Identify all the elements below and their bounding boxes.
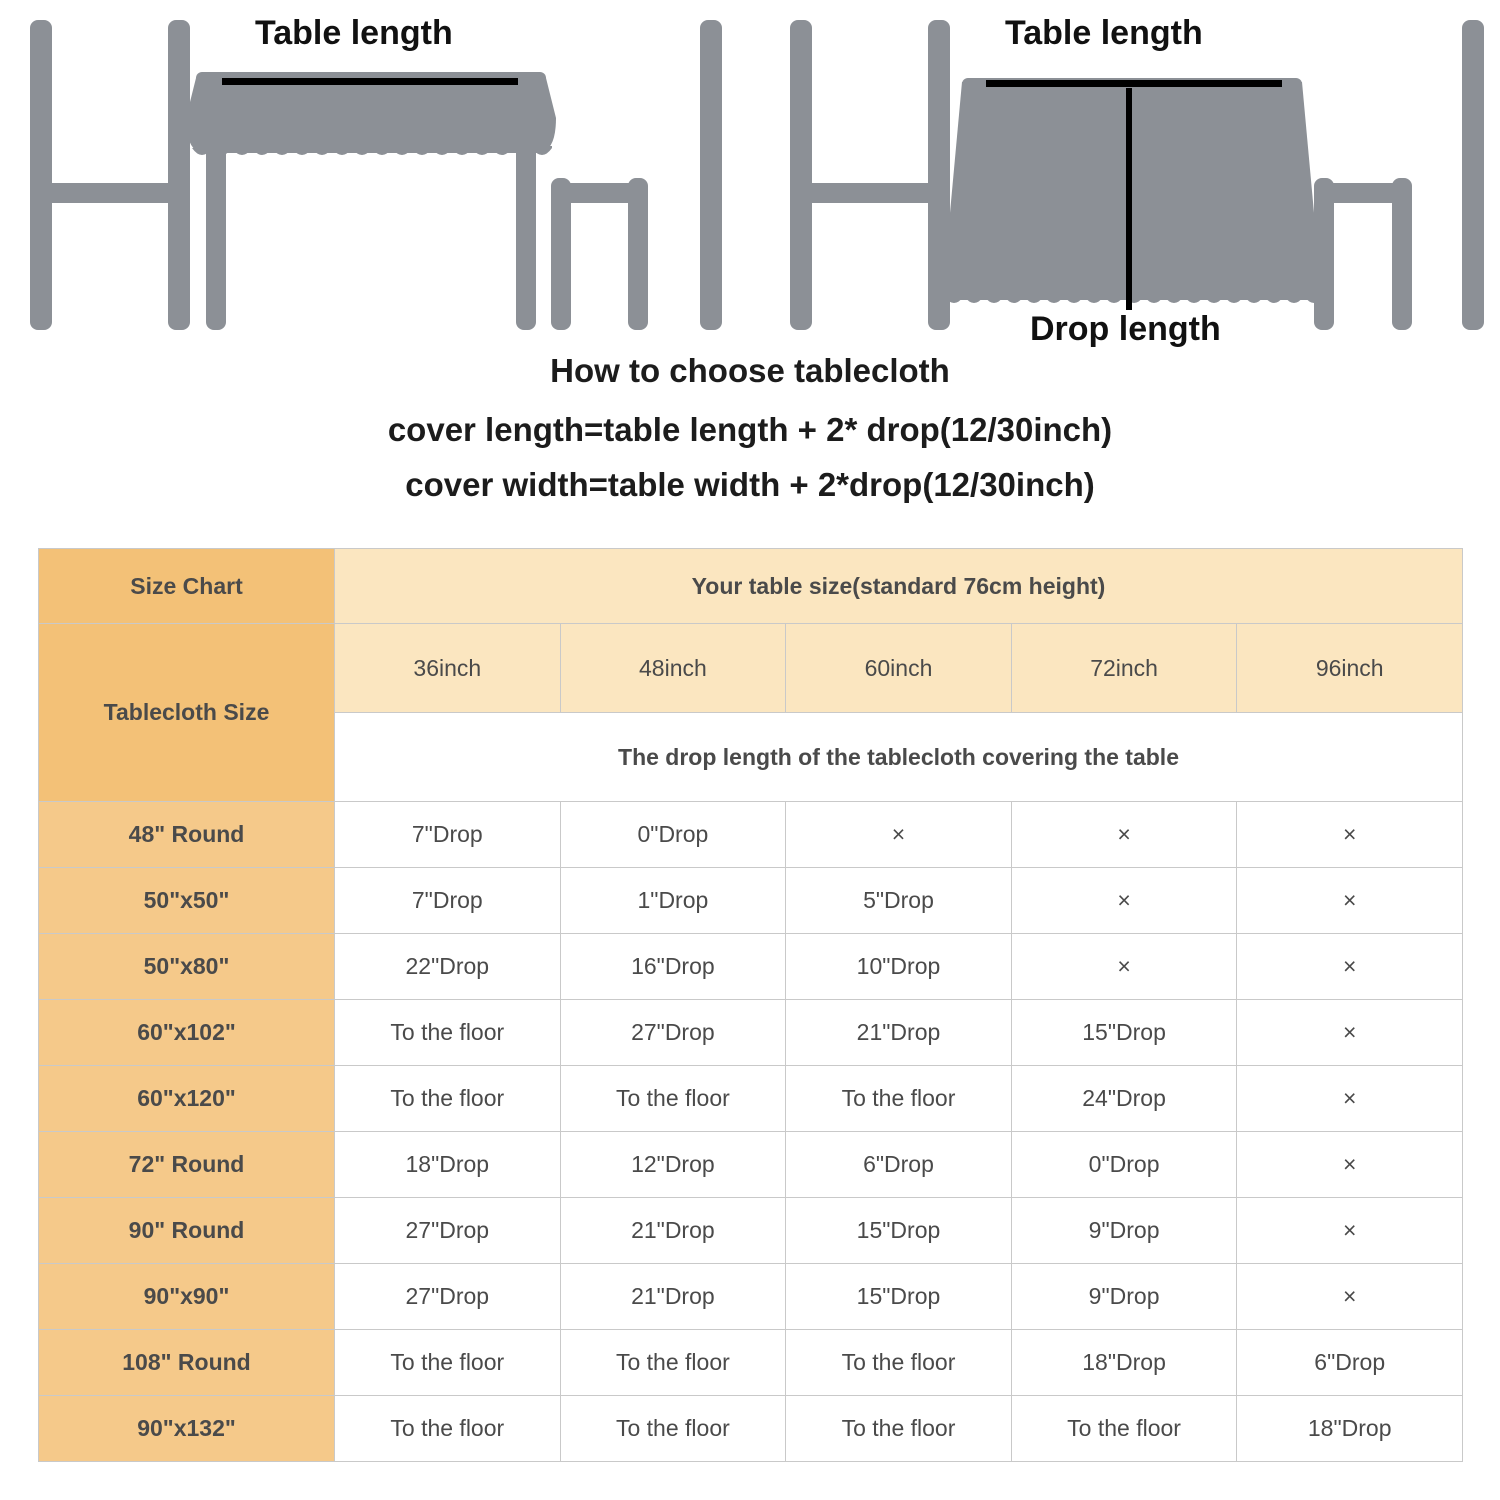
chair-left-outer [30, 20, 190, 330]
table-row [39, 1330, 1463, 1396]
row-label: 50"x50" [39, 868, 335, 934]
cell-0-3: × [1011, 802, 1237, 868]
table-row [39, 1132, 1463, 1198]
drop-length-marker [1126, 88, 1132, 310]
formula-cover-width: cover width=table width + 2*drop(12/30inch) [405, 466, 1095, 503]
cell-0-2: × [786, 802, 1012, 868]
cell-7-0: 27"Drop [335, 1264, 561, 1330]
table-row [39, 1264, 1463, 1330]
row-label: 50"x80" [39, 934, 335, 1000]
cell-2-3: × [1011, 934, 1237, 1000]
col-header-1: 48inch [560, 624, 786, 713]
chair-right-inner [1314, 178, 1412, 330]
chair-far-right [1462, 20, 1484, 330]
col-header-0: 36inch [335, 624, 561, 713]
cell-3-4: × [1237, 1000, 1463, 1066]
cell-0-1: 0"Drop [560, 802, 786, 868]
cell-1-1: 1"Drop [560, 868, 786, 934]
row-label: 72" Round [39, 1132, 335, 1198]
tablecloth-left [186, 78, 556, 155]
cell-6-1: 21"Drop [560, 1198, 786, 1264]
table-length-label-right: Table length [1005, 14, 1203, 52]
row-label: 90"x90" [39, 1264, 335, 1330]
cell-0-0: 7"Drop [335, 802, 561, 868]
cell-6-3: 9"Drop [1011, 1198, 1237, 1264]
tablecloth-right [942, 82, 1326, 303]
tablecloth-illustration [0, 0, 1500, 350]
cell-4-1: To the floor [560, 1066, 786, 1132]
chair-right-outer [790, 20, 950, 330]
table-row-subheader [39, 624, 1463, 713]
row-header-label: Tablecloth Size [39, 624, 335, 802]
cell-4-2: To the floor [786, 1066, 1012, 1132]
table-row [39, 1066, 1463, 1132]
heading-how-to-choose: How to choose tablecloth [550, 352, 950, 389]
headings-block [0, 354, 1500, 501]
table-row-header [39, 549, 1463, 624]
cell-1-4: × [1237, 868, 1463, 934]
row-label: 90"x132" [39, 1396, 335, 1462]
cell-2-2: 10"Drop [786, 934, 1012, 1000]
drop-length-note: The drop length of the tablecloth covering the table [335, 713, 1463, 802]
cell-8-3: 18"Drop [1011, 1330, 1237, 1396]
cell-8-1: To the floor [560, 1330, 786, 1396]
cell-5-2: 6"Drop [786, 1132, 1012, 1198]
cell-9-4: 18"Drop [1237, 1396, 1463, 1462]
cell-7-1: 21"Drop [560, 1264, 786, 1330]
cell-5-1: 12"Drop [560, 1132, 786, 1198]
table-row [39, 934, 1463, 1000]
col-header-2: 60inch [786, 624, 1012, 713]
table-row [39, 868, 1463, 934]
cell-8-2: To the floor [786, 1330, 1012, 1396]
size-chart-table-wrap [38, 548, 1462, 1462]
cell-9-1: To the floor [560, 1396, 786, 1462]
illustration-svg [0, 0, 1500, 350]
cell-9-0: To the floor [335, 1396, 561, 1462]
corner-label: Size Chart [39, 549, 335, 624]
cell-7-4: × [1237, 1264, 1463, 1330]
table-row [39, 1198, 1463, 1264]
table-length-marker-left [222, 78, 518, 85]
row-label: 108" Round [39, 1330, 335, 1396]
cell-7-2: 15"Drop [786, 1264, 1012, 1330]
cell-6-4: × [1237, 1198, 1463, 1264]
top-header: Your table size(standard 76cm height) [335, 549, 1463, 624]
cell-8-0: To the floor [335, 1330, 561, 1396]
chair-left-inner [551, 178, 648, 330]
cell-6-2: 15"Drop [786, 1198, 1012, 1264]
cell-5-3: 0"Drop [1011, 1132, 1237, 1198]
cell-7-3: 9"Drop [1011, 1264, 1237, 1330]
cell-9-3: To the floor [1011, 1396, 1237, 1462]
cell-5-0: 18"Drop [335, 1132, 561, 1198]
cell-3-3: 15"Drop [1011, 1000, 1237, 1066]
cell-5-4: × [1237, 1132, 1463, 1198]
size-chart-table [38, 548, 1463, 1462]
cell-3-1: 27"Drop [560, 1000, 786, 1066]
cell-1-0: 7"Drop [335, 868, 561, 934]
row-label: 90" Round [39, 1198, 335, 1264]
cell-2-1: 16"Drop [560, 934, 786, 1000]
table-length-marker-right [986, 80, 1282, 87]
formula-cover-length: cover length=table length + 2* drop(12/30inch) [387, 411, 1113, 448]
cell-4-4: × [1237, 1066, 1463, 1132]
drop-length-label: Drop length [1030, 310, 1221, 348]
cell-1-3: × [1011, 868, 1237, 934]
table-row [39, 1396, 1463, 1462]
cell-9-2: To the floor [786, 1396, 1012, 1462]
cell-4-3: 24"Drop [1011, 1066, 1237, 1132]
cell-4-0: To the floor [335, 1066, 561, 1132]
cell-2-0: 22"Drop [335, 934, 561, 1000]
row-label: 60"x102" [39, 1000, 335, 1066]
chair-right-scene-left [700, 20, 722, 330]
row-label: 48" Round [39, 802, 335, 868]
col-header-3: 72inch [1011, 624, 1237, 713]
cell-3-2: 21"Drop [786, 1000, 1012, 1066]
row-label: 60"x120" [39, 1066, 335, 1132]
table-row [39, 802, 1463, 868]
cell-6-0: 27"Drop [335, 1198, 561, 1264]
table-row [39, 1000, 1463, 1066]
cell-2-4: × [1237, 934, 1463, 1000]
table-length-label-left: Table length [255, 14, 453, 52]
cell-3-0: To the floor [335, 1000, 561, 1066]
cell-8-4: 6"Drop [1237, 1330, 1463, 1396]
cell-0-4: × [1237, 802, 1463, 868]
cell-1-2: 5"Drop [786, 868, 1012, 934]
col-header-4: 96inch [1237, 624, 1463, 713]
